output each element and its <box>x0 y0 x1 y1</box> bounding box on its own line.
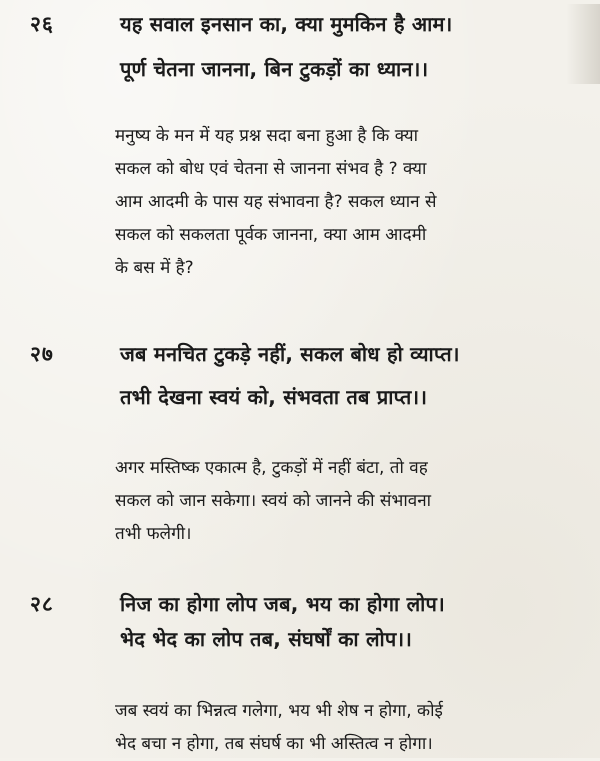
commentary-line: सकल को सकलता पूर्वक जानना, क्या आम आदमी <box>115 225 427 245</box>
commentary-line: सकल को जान सकेगा। स्वयं को जानने की संभावना <box>115 491 432 511</box>
commentary-paragraph <box>115 452 575 551</box>
commentary-line: आम आदमी के पास यह संभावना है? सकल ध्यान से <box>115 192 437 212</box>
commentary-paragraph <box>115 120 575 285</box>
verse-line-1: जब मनचित टुकड़े नहीं, सकल बोध हो व्याप्त। <box>120 342 460 366</box>
verse-number: २७ <box>30 342 54 366</box>
commentary-line: अगर मस्तिष्क एकात्म है, टुकड़ों में नहीं बंटा, तो वह <box>115 458 428 478</box>
commentary-line: भेद बचा न होगा, तब संघर्ष का भी अस्तित्व न होगा। <box>115 734 433 754</box>
verse-line-1: यह सवाल इनसान का, क्या मुमकिन है आम। <box>120 12 453 36</box>
commentary-line: मनुष्य के मन में यह प्रश्न सदा बना हुआ है कि क्या <box>115 126 419 146</box>
verse-number: २६ <box>30 12 54 36</box>
page-edge-shadow <box>566 4 600 84</box>
commentary-paragraph <box>115 695 575 761</box>
verse-line-2: तभी देखना स्वयं को, संभवता तब प्राप्त।। <box>120 385 428 409</box>
commentary-line: जब स्वयं का भिन्नत्व गलेगा, भय भी शेष न होगा, कोई <box>115 701 443 721</box>
verse-line-2: पूर्ण चेतना जानना, बिन टुकड़ों का ध्यान।। <box>120 57 429 81</box>
verse-number: २८ <box>30 592 54 616</box>
verse-line-1: निज का होगा लोप जब, भय का होगा लोप। <box>120 592 445 616</box>
commentary-line: सकल को बोध एवं चेतना से जानना संभव है ? क्या <box>115 159 427 179</box>
verse-line-2: भेद भेद का लोप तब, संघर्षों का लोप।। <box>120 627 413 651</box>
commentary-line: तभी फलेगी। <box>115 524 192 544</box>
commentary-line: के बस में है? <box>115 258 194 278</box>
